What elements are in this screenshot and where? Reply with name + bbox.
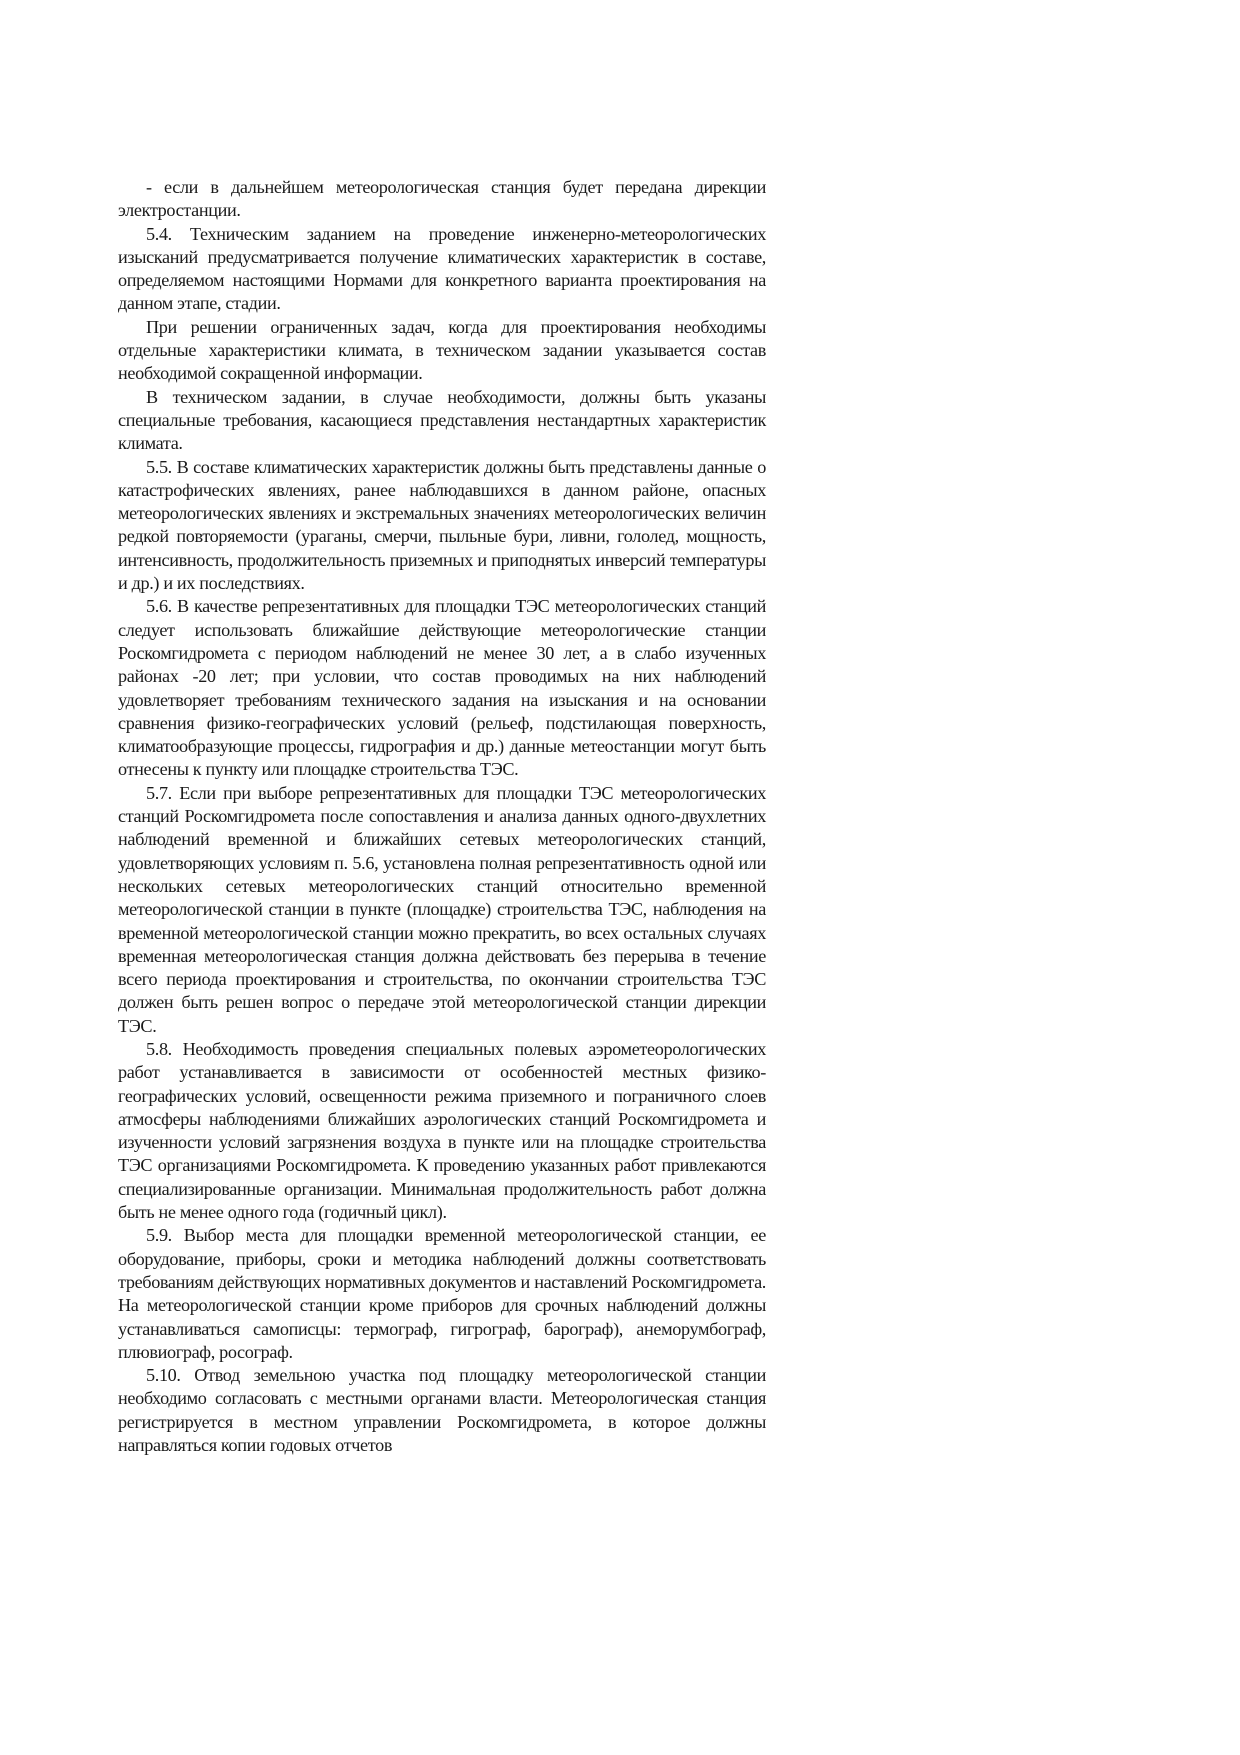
paragraph-5-7: 5.7. Если при выборе репрезентативных для площадки ТЭС метеорологических станций Роскомгидромета после сопоставления и анализа данных одного-двухлетних наблюдений временной и ближайших сетевых метеорологических станций, удовлетворяющих условиям п. 5.6, установлена полная репрезентативность одной или нескольких сетевых метеорологических станций относительно временной метеорологической станции в пункте (площадке) строительства ТЭС, наблюдения на временной метеорологической станции можно прекратить, во всех остальных случаях временная метеорологическая станция должна действовать без перерыва в течение всего периода проектирования и строительства, по окончании строительства ТЭС должен быть решен вопрос о передаче этой метеорологической станции дирекции ТЭС. (118, 782, 766, 1036)
paragraph-5-5: 5.5. В составе климатических характеристик должны быть представлены данные о катастрофических явлениях, ранее наблюдавшихся в данном районе, опасных метеорологических явлениях и экстремальных значениях метеорологических величин редкой повторяемости (ураганы, смерчи, пыльные бури, ливни, гололед, мощность, интенсивность, продолжительность приземных и приподнятых инверсий температуры и др.) и их последствиях. (118, 456, 766, 594)
paragraph-5-6: 5.6. В качестве репрезентативных для площадки ТЭС метеорологических станций следует использовать ближайшие действующие метеорологические станции Роскомгидромета с периодом наблюдений не менее 30 лет, а в слабо изученных районах -20 лет; при условии, что состав проводимых на них наблюдений удовлетворяет требованиям технического задания на изыскания и на основании сравнения физико-географических условий (рельеф, подстилающая поверхность, климатообразующие процессы, гидрография и др.) данные метеостанции могут быть отнесены к пункту или площадке строительства ТЭС. (118, 596, 766, 780)
paragraph-transfer-clause: - если в дальнейшем метеорологическая станция будет передана дирекции электростанции. (118, 177, 766, 221)
paragraph-limited-tasks: При решении ограниченных задач, когда для проектирования необходимы отдельные характеристики климата, в техническом задании указывается состав необходимой сокращенной информации. (118, 316, 766, 384)
paragraph-special-requirements: В техническом задании, в случае необходимости, должны быть указаны специальные требования, касающиеся представления нестандартных характеристик климата. (118, 386, 766, 454)
document-page (118, 176, 766, 1457)
paragraph-5-8: 5.8. Необходимость проведения специальных полевых аэрометеорологических работ устанавливается в зависимости от особенностей местных физико-географических условий, освещенности режима приземного и пограничного слоев атмосферы наблюдениями ближайших аэрологических станций Роскомгидромета и изученности условий загрязнения воздуха в пункте или на площадке строительства ТЭС организациями Роскомгидромета. К проведению указанных работ привлекаются специализированные организации. Минимальная продолжительность работ должна быть не менее одного года (годичный цикл). (118, 1038, 766, 1223)
paragraph-5-9: 5.9. Выбор места для площадки временной метеорологической станции, ее оборудование, приборы, сроки и методика наблюдений должны соответствовать требованиям действующих нормативных документов и наставлений Роскомгидромета. На метеорологической станции кроме приборов для срочных наблюдений должны устанавливаться самописцы: термограф, гигрограф, барограф), анеморумбограф, плювиограф, росограф. (118, 1225, 766, 1362)
paragraph-5-4: 5.4. Техническим заданием на проведение инженерно-метеорологических изысканий предусматривается получение климатических характеристик в составе, определяемом настоящими Нормами для конкретного варианта проектирования на данном этапе, стадии. (118, 223, 766, 314)
paragraph-5-10: 5.10. Отвод земельною участка под площадку метеорологической станции необходимо согласовать с местными органами власти. Метеорологическая станция регистрируется в местном управлении Роскомгидромета, в которое должны направляться копии годовых отчетов (118, 1365, 766, 1456)
